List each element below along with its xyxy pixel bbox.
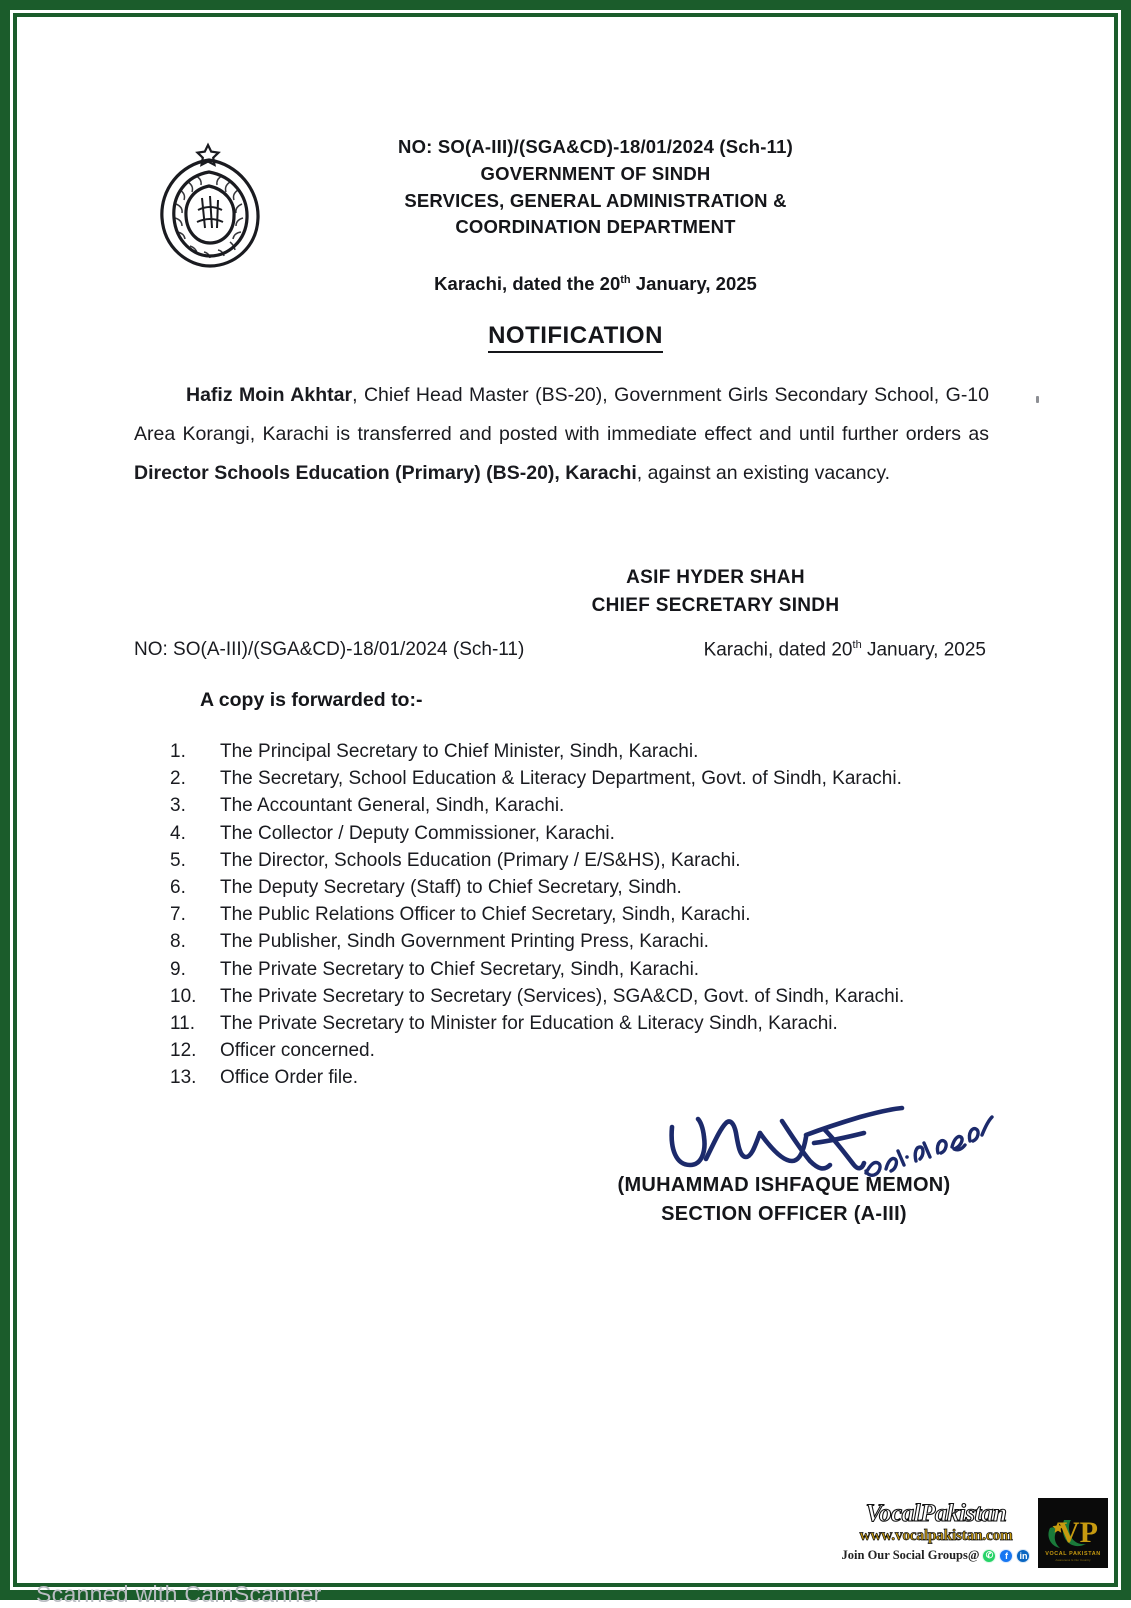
- watermark-text-block: [838, 1492, 1034, 1563]
- reference-date-suffix: January, 2025: [861, 639, 986, 661]
- list-item: [164, 874, 1044, 901]
- whatsapp-icon[interactable]: ✆: [982, 1549, 996, 1563]
- list-item-number: 10.: [170, 985, 197, 1007]
- list-item: [164, 765, 1044, 792]
- list-item-text: Office Order file.: [220, 1067, 358, 1089]
- list-item: [164, 820, 1044, 847]
- list-item-text: The Deputy Secretary (Staff) to Chief Secretary, Sindh.: [220, 877, 682, 899]
- list-item: [164, 738, 1044, 765]
- camscanner-footer: Scanned with CamScanner: [36, 1581, 322, 1607]
- list-item: [164, 792, 1044, 819]
- forwarded-heading: A copy is forwarded to:-: [200, 689, 423, 711]
- signatory-top-designation: CHIEF SECRETARY SINDH: [591, 594, 840, 616]
- list-item: [164, 1037, 1044, 1064]
- list-item-number: 9.: [170, 958, 186, 980]
- list-item-number: 7.: [170, 904, 186, 926]
- reference-date-prefix: Karachi, dated 20: [703, 639, 853, 661]
- reference-row-left: NO: SO(A-III)/(SGA&CD)-18/01/2024 (Sch-11): [134, 639, 525, 661]
- list-item: [164, 901, 1044, 928]
- list-item-text: The Public Relations Officer to Chief Secretary, Sindh, Karachi.: [220, 904, 751, 926]
- list-item-text: The Private Secretary to Minister for Education & Literacy Sindh, Karachi.: [220, 1013, 838, 1035]
- list-item-number: 2.: [170, 768, 186, 790]
- new-post: Director Schools Education (Primary) (BS-20), Karachi: [134, 462, 637, 484]
- list-item-text: The Accountant General, Sindh, Karachi.: [220, 795, 565, 817]
- reference-row: [134, 639, 994, 661]
- scan-speck: [1036, 396, 1039, 403]
- signatory-bottom-designation: SECTION OFFICER (A-III): [661, 1203, 907, 1225]
- list-item-number: 13.: [170, 1067, 197, 1089]
- watermark-url[interactable]: www.vocalpakistan.com: [859, 1527, 1013, 1544]
- government-of-sindh-emblem: [150, 142, 268, 272]
- notification-title: [24, 322, 1107, 350]
- vocalpakistan-logo: [1038, 1498, 1108, 1568]
- header-government: GOVERNMENT OF SINDH: [480, 162, 711, 184]
- header-place-date: [24, 273, 1107, 295]
- list-item-text: The Publisher, Sindh Government Printing Press, Karachi.: [220, 931, 709, 953]
- document-header: [24, 134, 1107, 295]
- header-date-prefix: Karachi, dated the 20: [434, 273, 621, 295]
- list-item-text: Officer concerned.: [220, 1040, 375, 1062]
- svg-text:VP: VP: [1058, 1516, 1098, 1549]
- list-item-text: The Director, Schools Education (Primary / E/S&HS), Karachi.: [220, 849, 741, 871]
- facebook-icon[interactable]: f: [999, 1549, 1013, 1563]
- list-item-text: The Private Secretary to Secretary (Services), SGA&CD, Govt. of Sindh, Karachi.: [220, 985, 905, 1007]
- watermark-join-label: Join Our Social Groups@: [841, 1548, 980, 1562]
- list-item-number: 11.: [170, 1013, 196, 1035]
- header-department-line-2: COORDINATION DEPARTMENT: [455, 216, 736, 238]
- list-item: [164, 1064, 1044, 1091]
- copy-forwarded-list: [164, 738, 1044, 1092]
- header-department-line-1: SERVICES, GENERAL ADMINISTRATION &: [404, 189, 787, 211]
- signatory-bottom-name: (MUHAMMAD ISHFAQUE MEMON): [617, 1174, 951, 1196]
- vocalpakistan-watermark: [838, 1492, 1110, 1578]
- signatory-top: [24, 564, 1107, 619]
- svg-text:Awareness Is Our Country: Awareness Is Our Country: [1055, 1558, 1091, 1562]
- header-reference-no: NO: SO(A-III)/(SGA&CD)-18/01/2024 (Sch-11): [398, 136, 793, 157]
- signatory-bottom: [494, 1171, 1074, 1229]
- list-item-text: The Collector / Deputy Commissioner, Karachi.: [220, 822, 615, 844]
- list-item: [164, 928, 1044, 955]
- notification-body: [134, 376, 989, 493]
- reference-row-right: [704, 639, 994, 661]
- watermark-social-row: [838, 1548, 1034, 1563]
- body-segment-2: , against an existing vacancy.: [636, 462, 891, 484]
- signatory-top-name: ASIF HYDER SHAH: [626, 567, 805, 588]
- header-date-ordinal: th: [620, 274, 631, 287]
- list-item-number: 3.: [170, 795, 186, 817]
- body-segment-1: , Chief Head Master (BS-20), Government Girls Secondary School, G-10 Area Korangi, Karachi is transferred and posted with immediate effect and until further orders as: [134, 384, 990, 445]
- list-item: [164, 956, 1044, 983]
- document-sheet: [24, 24, 1107, 1576]
- list-item-number: 8.: [170, 931, 186, 953]
- list-item-number: 5.: [170, 849, 186, 871]
- linkedin-icon[interactable]: in: [1016, 1549, 1030, 1563]
- list-item: [164, 983, 1044, 1010]
- svg-text:VOCAL PAKISTAN: VOCAL PAKISTAN: [1045, 1551, 1101, 1557]
- list-item-number: 6.: [170, 877, 186, 899]
- list-item-text: The Private Secretary to Chief Secretary, Sindh, Karachi.: [220, 958, 700, 980]
- list-item-number: 1.: [170, 741, 186, 762]
- list-item-text: The Principal Secretary to Chief Minister, Sindh, Karachi.: [220, 741, 699, 762]
- reference-date-ordinal: th: [852, 639, 862, 651]
- officer-name: Hafiz Moin Akhtar: [186, 384, 353, 406]
- list-item-number: 12.: [170, 1040, 197, 1062]
- list-item-number: 4.: [170, 822, 186, 844]
- watermark-brand: VocalPakistan: [865, 1500, 1007, 1527]
- list-item: [164, 1010, 1044, 1037]
- notification-title-text: NOTIFICATION: [488, 322, 663, 353]
- list-item: [164, 847, 1044, 874]
- list-item-text: The Secretary, School Education & Literacy Department, Govt. of Sindh, Karachi.: [220, 768, 902, 790]
- header-date-suffix: January, 2025: [630, 273, 757, 295]
